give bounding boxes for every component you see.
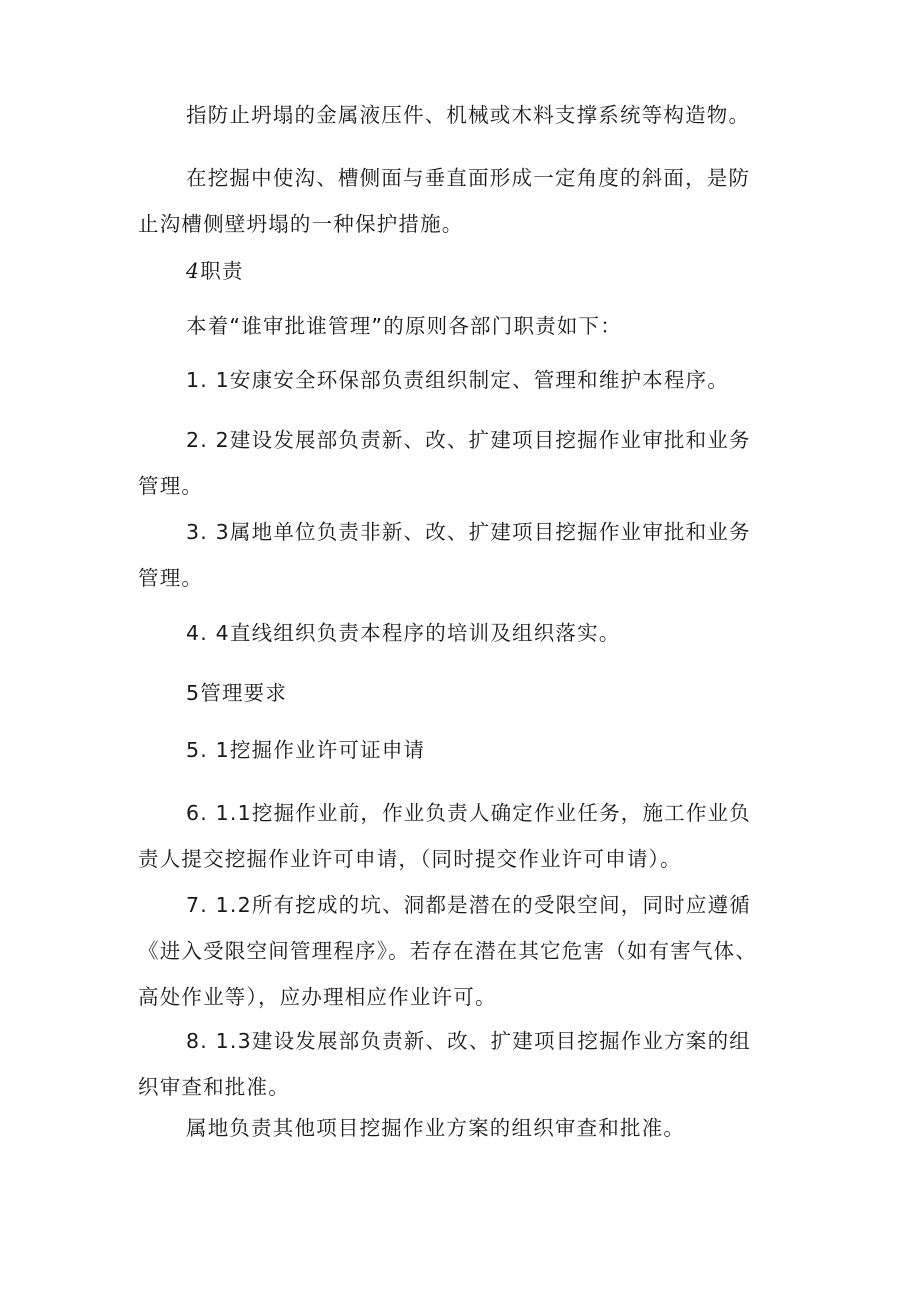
text-line: 2. 2建设发展部负责新、改、扩建项目挖掘作业审批和业务 bbox=[186, 428, 751, 452]
text-line: 在挖掘中使沟、槽侧面与垂直面形成一定角度的斜面，是防 bbox=[186, 166, 751, 190]
section-title: 职责 bbox=[200, 259, 244, 283]
text-line: 管理。 bbox=[138, 566, 204, 590]
text-line: 5管理要求 bbox=[186, 681, 288, 705]
text-line: 1. 1安康安全环保部负责组织制定、管理和维护本程序。 bbox=[186, 368, 730, 392]
section-heading-responsibilities bbox=[138, 248, 798, 294]
text-line: 7. 1.2所有挖成的坑、洞都是潜在的受限空间，同时应遵循 bbox=[186, 893, 751, 917]
list-item-3 bbox=[138, 509, 798, 601]
text-line: 6. 1.1挖掘作业前，作业负责人确定作业任务，施工作业负 bbox=[186, 801, 751, 825]
paragraph-shoring-definition bbox=[138, 92, 798, 138]
text-line: 责人提交挖掘作业许可申请，（同时提交作业许可申请）。 bbox=[138, 847, 682, 871]
text-line: 《进入受限空间管理程序》。若存在潜在其它危害（如有害气体、 bbox=[138, 939, 758, 963]
paragraph-principle bbox=[138, 303, 798, 349]
list-item-4 bbox=[138, 610, 798, 656]
list-item-7 bbox=[138, 882, 798, 1020]
text-line: 8. 1.3建设发展部负责新、改、扩建项目挖掘作业方案的组 bbox=[186, 1029, 751, 1053]
paragraph-sloping-definition bbox=[138, 155, 798, 247]
text-line: 管理。 bbox=[138, 474, 204, 498]
list-item-8 bbox=[138, 1018, 798, 1110]
section-number: 4 bbox=[186, 259, 201, 283]
subsection-heading-permit bbox=[138, 727, 798, 773]
text-line: 本着“谁审批谁管理”的原则各部门职责如下： bbox=[186, 314, 622, 338]
text-line: 织审查和批准。 bbox=[138, 1075, 290, 1099]
list-item-2 bbox=[138, 417, 798, 509]
text-line: 指防止坍塌的金属液压件、机械或木料支撑系统等构造物。 bbox=[186, 103, 751, 127]
section-heading-management bbox=[138, 670, 798, 716]
text-line: 4. 4直线组织负责本程序的培训及组织落实。 bbox=[186, 621, 621, 645]
list-item-1 bbox=[138, 357, 798, 403]
paragraph-local-approval bbox=[138, 1105, 798, 1151]
list-item-6 bbox=[138, 790, 798, 882]
text-line: 5. 1挖掘作业许可证申请 bbox=[186, 738, 426, 762]
text-line: 属地负责其他项目挖掘作业方案的组织审查和批准。 bbox=[186, 1116, 686, 1140]
text-line: 止沟槽侧壁坍塌的一种保护措施。 bbox=[138, 212, 464, 236]
text-line: 3. 3属地单位负责非新、改、扩建项目挖掘作业审批和业务 bbox=[186, 520, 751, 544]
text-line: 高处作业等），应办理相应作业许可。 bbox=[138, 985, 497, 1009]
